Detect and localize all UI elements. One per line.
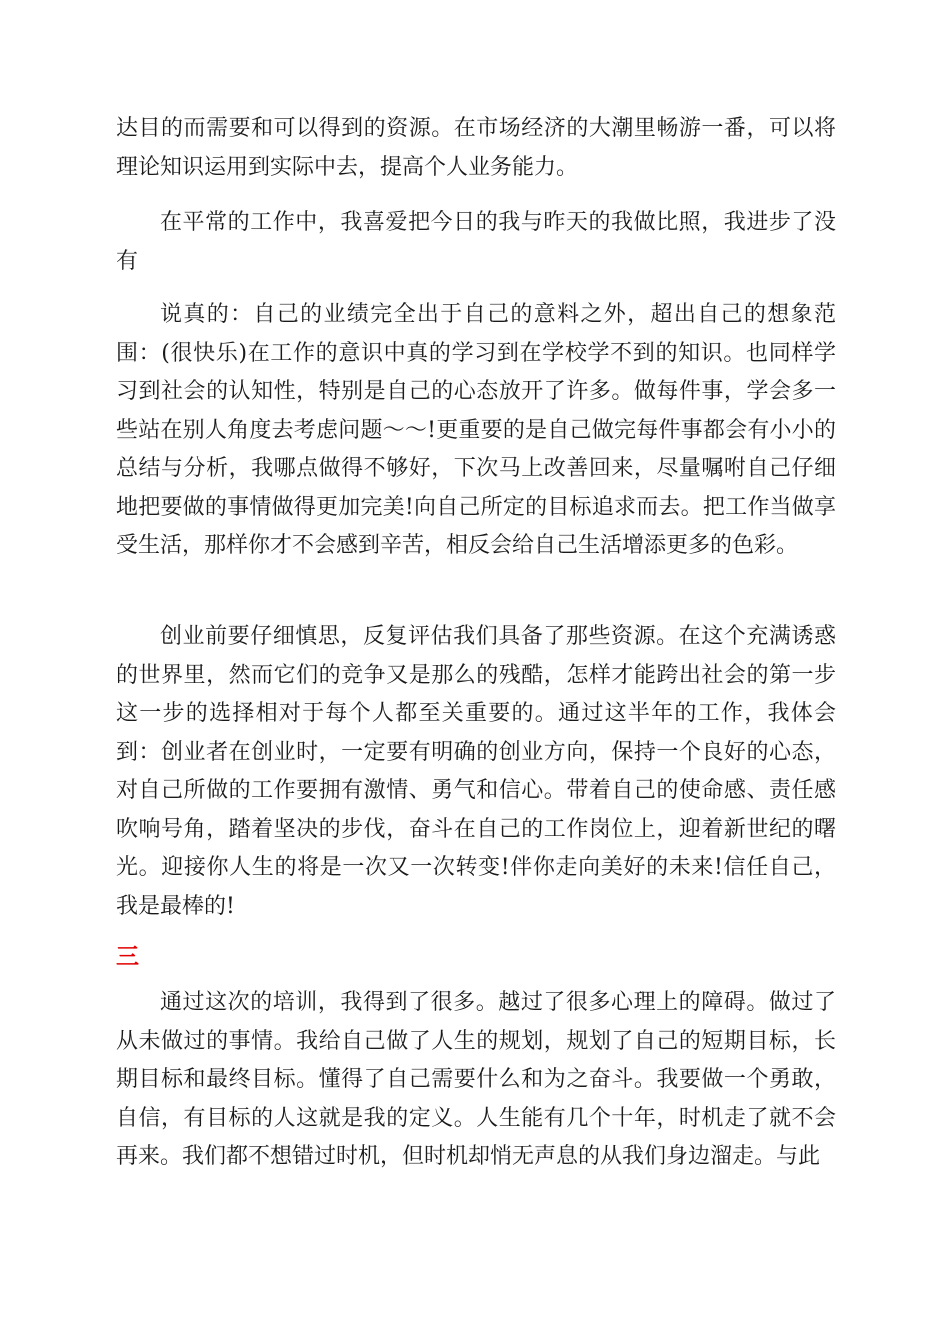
- paragraph-3: 说真的：自己的业绩完全出于自己的意料之外，超出自己的想象范围：(很快乐)在工作的意识中真的学习到在学校学不到的知识。也同样学习到社会的认知性，特别是自己的心态放开了许多。做每件事，学会多一些站在别人角度去考虑问题～～!更重要的是自己做完每件事都会有小小的总结与分析，我哪点做得不够好，下次马上改善回来，尽量嘱咐自己仔细地把要做的事情做得更加完美!向自己所定的目标追求而去。把工作当做享受生活，那样你才不会感到辛苦，相反会给自己生活增添更多的色彩。: [116, 302, 836, 558]
- section-heading: 三: [116, 944, 139, 970]
- section-paragraph: 通过这次的培训，我得到了很多。越过了很多心理上的障碍。做过了从未做过的事情。我给自己做了人生的规划，规划了自己的短期目标，长期目标和最终目标。懂得了自己需要什么和为之奋斗。我要做一个勇敢，自信，有目标的人这就是我的定义。人生能有几个十年，时机走了就不会再来。我们都不想错过时机，但时机却悄无声息的从我们身边溜走。与此: [116, 990, 836, 1169]
- paragraph-2: 在平常的工作中，我喜爱把今日的我与昨天的我做比照，我进步了没有: [116, 210, 836, 274]
- paragraph-1: 达目的而需要和可以得到的资源。在市场经济的大潮里畅游一番，可以将理论知识运用到实际中去，提高个人业务能力。: [116, 116, 836, 180]
- paragraph-4: 创业前要仔细慎思，反复评估我们具备了那些资源。在这个充满诱惑的世界里，然而它们的竞争又是那么的残酷，怎样才能跨出社会的第一步这一步的选择相对于每个人都至关重要的。通过这半年的工作，我体会到：创业者在创业时，一定要有明确的创业方向，保持一个良好的心态，对自己所做的工作要拥有激情、勇气和信心。带着自己的使命感、责任感吹响号角，踏着坚决的步伐，奋斗在自己的工作岗位上，迎着新世纪的曙光。迎接你人生的将是一次又一次转变!伴你走向美好的未来!信任自己，我是最棒的!: [116, 624, 836, 919]
